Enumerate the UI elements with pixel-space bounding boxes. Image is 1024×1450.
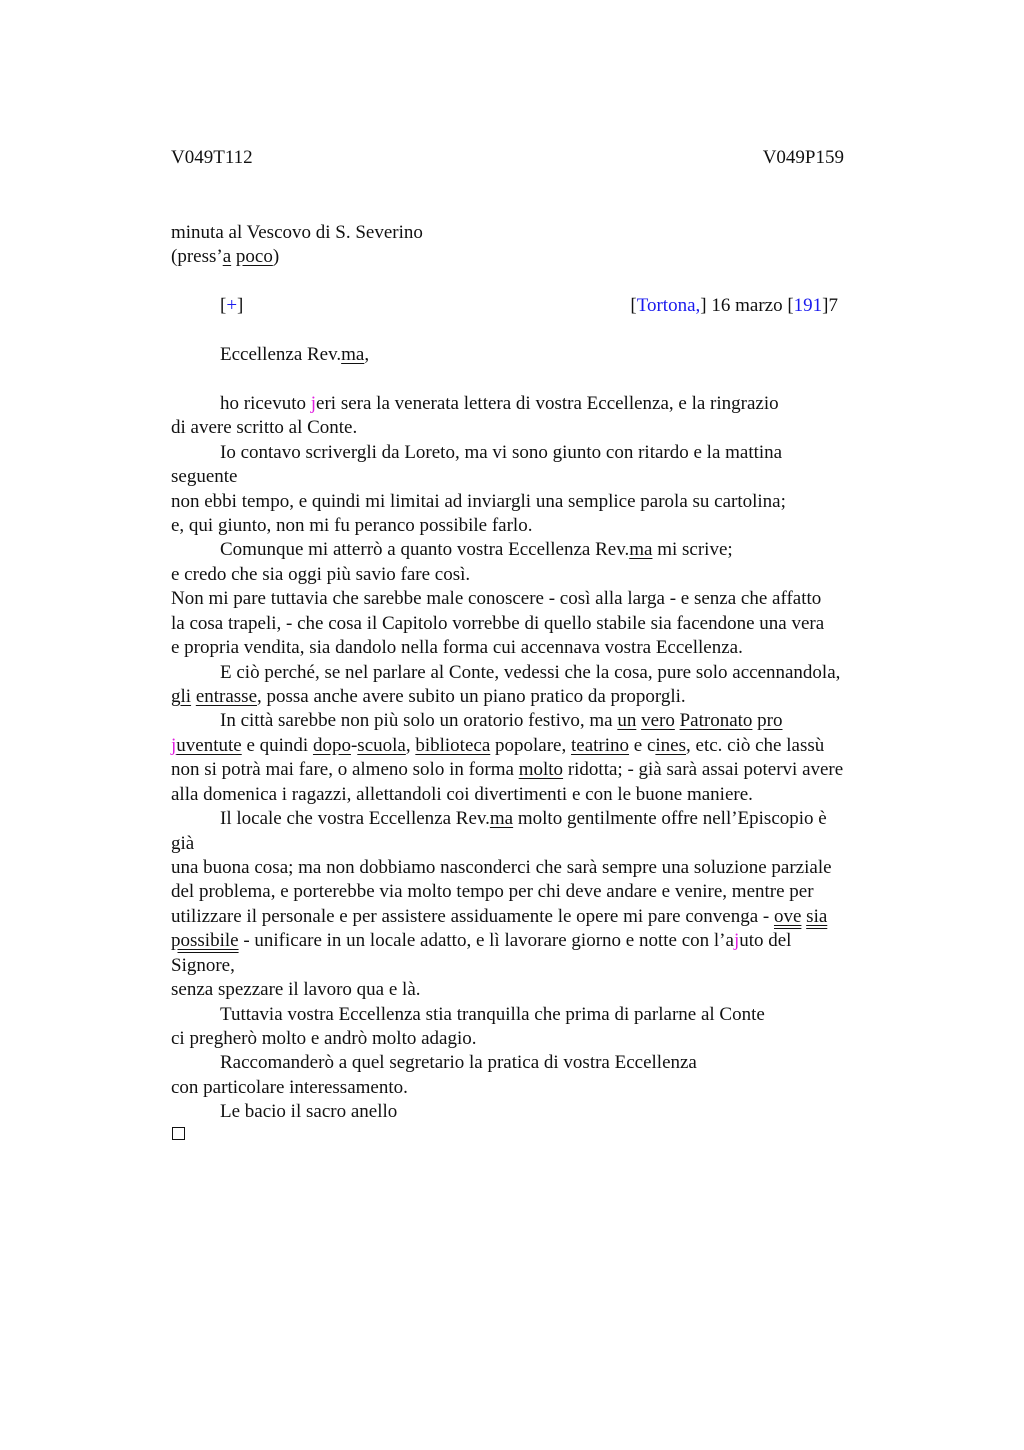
heading-line-1: minuta al Vescovo di S. Severino (171, 222, 423, 243)
body-line: di avere scritto al Conte. (171, 417, 358, 438)
body-line: Io contavo scrivergli da Loreto, ma vi sono giunto con ritardo e la mattina (220, 442, 783, 463)
body-line: seguente (171, 466, 238, 487)
salutation: Eccellenza Rev.ma, (220, 344, 370, 365)
body-line: del problema, e porterebbe via molto tempo per chi deve andare e venire, mentre per (171, 881, 814, 902)
closing-line: Le bacio il sacro anello (220, 1101, 398, 1122)
body-line: In città sarebbe non più solo un oratorio festivo, ma un vero Patronato pro (220, 710, 783, 731)
body-line: Tuttavia vostra Eccellenza stia tranquilla che prima di parlarne al Conte (220, 1004, 765, 1025)
body-line: e propria vendita, sia dandolo nella forma cui accennava vostra Eccellenza. (171, 637, 743, 658)
body-line: Non mi pare tuttavia che sarebbe male conoscere - così alla larga - e senza che affatto (171, 588, 822, 609)
cross-mark: [+] (220, 295, 244, 316)
body-line: non si potrà mai fare, o almeno solo in forma molto ridotta; - già sarà assai potervi avere (171, 759, 844, 780)
body-line: Il locale che vostra Eccellenza Rev.ma molto gentilmente offre nell’Episcopio è (220, 808, 827, 829)
document-code-right: V049P159 (762, 147, 844, 168)
body-line: ho ricevuto jeri sera la venerata lettera di vostra Eccellenza, e la ringrazio (220, 393, 779, 414)
body-line: possibile - unificare in un locale adatto, e lì lavorare giorno e notte con l’ajuto del (171, 930, 792, 951)
end-box-icon (172, 1127, 185, 1140)
body-line: ci pregherò molto e andrò molto adagio. (171, 1028, 477, 1049)
body-line: e, qui giunto, non mi fu peranco possibile farlo. (171, 515, 533, 536)
body-line: juventute e quindi dopo-scuola, biblioteca popolare, teatrino e cines, etc. ciò che lassù (171, 735, 825, 756)
body-line: già (171, 833, 195, 854)
body-line: Signore, (171, 955, 235, 976)
body-line: Comunque mi atterrò a quanto vostra Eccellenza Rev.ma mi scrive; (220, 539, 733, 560)
body-line: utilizzare il personale e per assistere assiduamente le opere mi pare convenga - ove sia (171, 906, 828, 927)
dateline: [Tortona,] 16 marzo [191]7 (630, 295, 838, 316)
body-line: una buona cosa; ma non dobbiamo nasconderci che sarà sempre una soluzione parziale (171, 857, 832, 878)
body-line: senza spezzare il lavoro qua e là. (171, 979, 421, 1000)
body-line: gli entrasse, possa anche avere subito un piano pratico da proporgli. (171, 686, 686, 707)
body-line: Raccomanderò a quel segretario la pratica di vostra Eccellenza (220, 1052, 697, 1073)
body-line: la cosa trapeli, - che cosa il Capitolo vorrebbe di quello stabile sia facendone una vera (171, 613, 825, 634)
body-line: non ebbi tempo, e quindi mi limitai ad inviargli una semplice parola su cartolina; (171, 491, 786, 512)
body-line: E ciò perché, se nel parlare al Conte, vedessi che la cosa, pure solo accennandola, (220, 662, 841, 683)
body-line: con particolare interessamento. (171, 1077, 408, 1098)
heading-line-2: (press’a poco) (171, 246, 280, 267)
document-code-left: V049T112 (171, 147, 253, 168)
body-line: alla domenica i ragazzi, allettandoli coi divertimenti e con le buone maniere. (171, 784, 753, 805)
body-line: e credo che sia oggi più savio fare così. (171, 564, 471, 585)
